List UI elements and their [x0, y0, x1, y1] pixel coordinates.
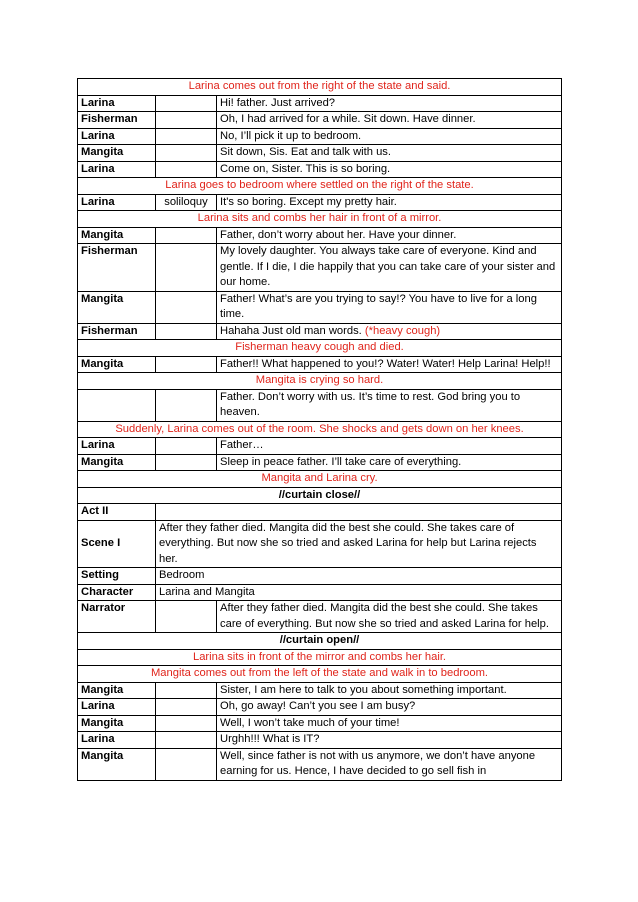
speaker: Mangita — [78, 682, 156, 699]
stage-note: soliloquy — [156, 194, 217, 211]
script-row — [78, 699, 562, 716]
stage-note — [156, 732, 217, 749]
dialogue — [217, 732, 562, 749]
dialogue-text: Oh, go away! Can’t you see I am busy? — [220, 700, 416, 712]
dialogue-text: Father!! What happened to you!? Water! Water! Help Larina! Help!! — [220, 357, 551, 370]
speaker: Larina — [78, 732, 156, 749]
stage-note-inline: (*heavy cough) — [364, 324, 441, 337]
dialogue-text: My lovely daughter. You always take care of everyone. Kind and gentle. If I die, I die happily that you can take care of your sister and our home. — [220, 245, 556, 288]
stage-direction: Mangita and Larina cry. — [78, 471, 562, 488]
stage-direction-row — [78, 487, 562, 504]
stage-direction: Mangita comes out from the left of the state and walk in to bedroom. — [78, 666, 562, 683]
stage-direction-row — [78, 178, 562, 195]
speaker: Larina — [78, 128, 156, 145]
dialogue — [217, 323, 562, 340]
script-table — [77, 78, 562, 781]
speaker: Mangita — [78, 291, 156, 323]
row-label: Setting — [78, 568, 156, 585]
stage-note — [156, 227, 217, 244]
stage-direction: Larina comes out from the right of the state and said. — [78, 79, 562, 96]
script-row — [78, 227, 562, 244]
script-row — [78, 161, 562, 178]
script-row — [78, 715, 562, 732]
dialogue-text: Well, I won’t take much of your time! — [220, 716, 400, 729]
stage-direction: Fisherman heavy cough and died. — [78, 340, 562, 357]
stage-note — [156, 244, 217, 292]
dialogue — [217, 601, 562, 633]
speaker: Mangita — [78, 356, 156, 373]
speaker: Larina — [78, 194, 156, 211]
stage-note — [156, 748, 217, 780]
dialogue — [217, 161, 562, 178]
script-row — [78, 748, 562, 780]
dialogue-text: After they father died. Mangita did the best she could. She takes care of everything. But now she so tried and asked Larina for help. — [220, 602, 549, 630]
stage-direction-row — [78, 340, 562, 357]
dialogue — [217, 128, 562, 145]
stage-direction-row — [78, 421, 562, 438]
dialogue — [217, 95, 562, 112]
speaker: Mangita — [78, 715, 156, 732]
speaker: Mangita — [78, 227, 156, 244]
script-row — [78, 504, 562, 521]
stage-note — [156, 112, 217, 129]
dialogue-text: No, I’ll pick it up to bedroom. — [220, 129, 362, 142]
curtain-cue: //curtain open// — [78, 633, 562, 650]
dialogue — [217, 227, 562, 244]
speaker: Larina — [78, 161, 156, 178]
speaker: Mangita — [78, 145, 156, 162]
stage-direction-row — [78, 666, 562, 683]
stage-direction-row — [78, 79, 562, 96]
script-row — [78, 601, 562, 633]
script-row — [78, 244, 562, 292]
stage-direction: Larina sits in front of the mirror and combs her hair. — [78, 649, 562, 666]
dialogue-text: Sleep in peace father. I’ll take care of everything. — [220, 455, 462, 468]
speaker: Narrator — [78, 601, 156, 633]
row-label: Scene I — [78, 520, 156, 568]
script-row — [78, 389, 562, 421]
script-row — [78, 291, 562, 323]
script-row — [78, 682, 562, 699]
dialogue — [217, 715, 562, 732]
dialogue-text: It's so boring. Except my pretty hair. — [220, 195, 397, 208]
stage-direction-row — [78, 211, 562, 228]
speaker: Fisherman — [78, 244, 156, 292]
speaker: Fisherman — [78, 112, 156, 129]
curtain-cue: //curtain close// — [78, 487, 562, 504]
stage-direction: Larina sits and combs her hair in front of a mirror. — [78, 211, 562, 228]
dialogue — [217, 112, 562, 129]
script-row — [78, 112, 562, 129]
stage-note — [156, 128, 217, 145]
stage-direction: Mangita is crying so hard. — [78, 373, 562, 390]
dialogue — [217, 682, 562, 699]
script-row — [78, 194, 562, 211]
stage-direction: Larina goes to bedroom where settled on the right of the state. — [78, 178, 562, 195]
script-row — [78, 732, 562, 749]
dialogue — [217, 438, 562, 455]
dialogue — [217, 356, 562, 373]
speaker: Larina — [78, 95, 156, 112]
row-value: Larina and Mangita — [156, 584, 562, 601]
stage-note — [156, 356, 217, 373]
script-row — [78, 356, 562, 373]
stage-note — [156, 682, 217, 699]
stage-note — [156, 438, 217, 455]
dialogue-text: Father! What’s are you trying to say!? You have to live for a long time. — [220, 292, 537, 320]
stage-note — [156, 145, 217, 162]
script-row — [78, 520, 562, 568]
speaker: Larina — [78, 699, 156, 716]
stage-note — [156, 323, 217, 340]
stage-note — [156, 715, 217, 732]
dialogue — [217, 748, 562, 780]
stage-direction-row — [78, 633, 562, 650]
speaker: Larina — [78, 438, 156, 455]
dialogue-text: Oh, I had arrived for a while. Sit down. Have dinner. — [220, 113, 476, 125]
row-label: Act II — [78, 504, 156, 521]
dialogue — [217, 699, 562, 716]
script-row — [78, 128, 562, 145]
script-row — [78, 568, 562, 585]
dialogue — [217, 194, 562, 211]
dialogue-text: Sit down, Sis. Eat and talk with us. — [220, 146, 392, 158]
stage-note — [156, 454, 217, 471]
stage-note — [156, 601, 217, 633]
script-row — [78, 438, 562, 455]
stage-direction-row — [78, 471, 562, 488]
dialogue-text: Father. Don’t worry with us. It’s time to rest. God bring you to heaven. — [220, 390, 521, 418]
script-row — [78, 145, 562, 162]
speaker — [78, 389, 156, 421]
stage-note — [156, 389, 217, 421]
script-row — [78, 454, 562, 471]
dialogue-text: Father… — [220, 439, 264, 451]
dialogue — [217, 454, 562, 471]
dialogue-text: Hi! father. Just arrived? — [220, 96, 336, 109]
script-row — [78, 95, 562, 112]
script-body — [78, 79, 562, 781]
row-value: Bedroom — [156, 568, 562, 585]
dialogue-text: Father, don’t worry about her. Have your dinner. — [220, 228, 457, 241]
stage-direction-row — [78, 373, 562, 390]
dialogue-text: Hahaha Just old man words. — [220, 324, 365, 337]
dialogue-text: Well, since father is not with us anymore, we don’t have anyone earning for us. Hence, I have decided to go sell fish in — [220, 749, 536, 777]
script-row — [78, 323, 562, 340]
dialogue — [217, 244, 562, 292]
script-row — [78, 584, 562, 601]
stage-note — [156, 699, 217, 716]
dialogue — [217, 389, 562, 421]
speaker: Fisherman — [78, 323, 156, 340]
stage-note — [156, 291, 217, 323]
row-label: Character — [78, 584, 156, 601]
dialogue — [217, 291, 562, 323]
dialogue — [217, 145, 562, 162]
speaker: Mangita — [78, 748, 156, 780]
stage-direction: Suddenly, Larina comes out of the room. She shocks and gets down on her knees. — [78, 421, 562, 438]
stage-direction-row — [78, 649, 562, 666]
dialogue-text: Sister, I am here to talk to you about something important. — [220, 683, 507, 696]
stage-note — [156, 95, 217, 112]
stage-note — [156, 161, 217, 178]
speaker: Mangita — [78, 454, 156, 471]
dialogue-text: Come on, Sister. This is so boring. — [220, 162, 391, 175]
row-value: After they father died. Mangita did the best she could. She takes care of everything. But now she so tried and asked Larina for help but Larina rejects her. — [156, 520, 562, 568]
dialogue-text: Urghh!!! What is IT? — [220, 733, 320, 745]
row-value — [156, 504, 562, 521]
